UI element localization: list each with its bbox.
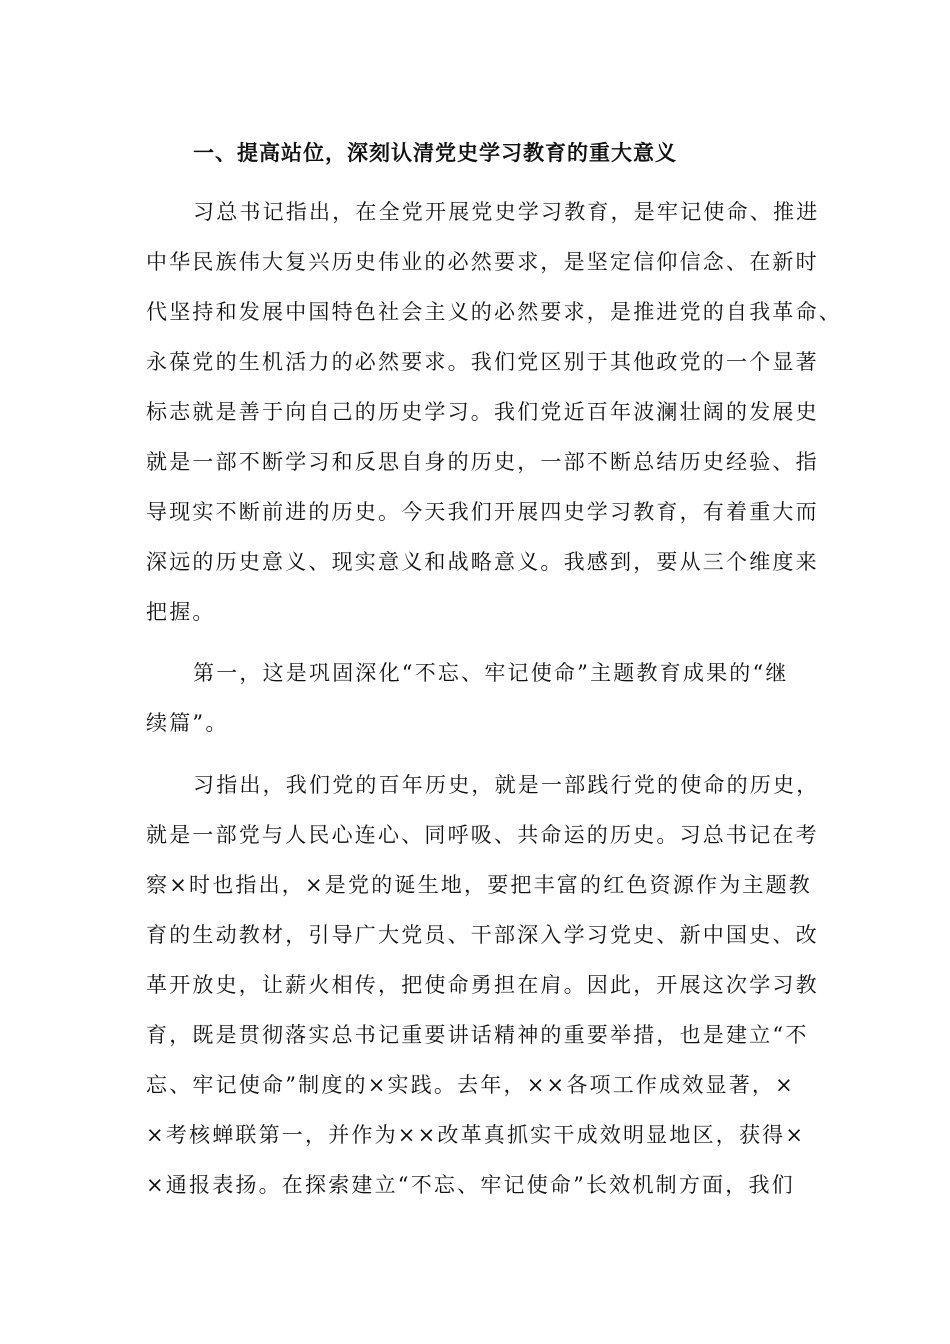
paragraph-1-line-2: 中华民族伟大复兴历史伟业的必然要求，是坚定信仰信念、在新时	[146, 250, 819, 274]
paragraph-3-line-7: 忘、牢记使命”制度的×实践。去年，××各项工作成效显著，×	[146, 1073, 795, 1097]
paragraph-3-line-6: 育，既是贯彻落实总书记重要讲话精神的重要举措，也是建立“不	[146, 1023, 809, 1047]
paragraph-1-line-8: 深远的历史意义、现实意义和战略意义。我感到，要从三个维度来	[146, 550, 819, 574]
paragraph-3-line-9: ×通报表扬。在探索建立“不忘、牢记使命”长效机制方面，我们	[146, 1173, 795, 1197]
section-heading: 一、提高站位，深刻认清党史学习教育的重大意义	[193, 140, 677, 165]
paragraph-2-line-2: 续篇”。	[146, 711, 229, 735]
paragraph-2-line-1: 第一，这是巩固深化“不忘、牢记使命”主题教育成果的“继	[193, 661, 789, 685]
paragraph-1-line-5: 标志就是善于向自己的历史学习。我们党近百年波澜壮阔的发展史	[146, 400, 819, 424]
paragraph-1-line-7: 导现实不断前进的历史。今天我们开展四史学习教育，有着重大而	[146, 500, 819, 524]
paragraph-3-line-4: 育的生动教材，引导广大党员、干部深入学习党史、新中国史、改	[146, 923, 819, 947]
paragraph-1-line-1: 习总书记指出，在全党开展党史学习教育，是牢记使命、推进	[193, 200, 820, 224]
paragraph-3-line-8: ×考核蝉联第一，并作为××改革真抓实干成效明显地区，获得×	[146, 1123, 806, 1147]
paragraph-1-line-3: 代坚持和发展中国特色社会主义的必然要求，是推进党的自我革命、	[146, 300, 842, 324]
paragraph-3-line-1: 习指出，我们党的百年历史，就是一部践行党的使命的历史，	[193, 773, 820, 797]
paragraph-3-line-3: 察×时也指出，×是党的诞生地，要把丰富的红色资源作为主题教	[146, 873, 812, 897]
paragraph-3-line-5: 革开放史，让薪火相传，把使命勇担在肩。因此，开展这次学习教	[146, 973, 819, 997]
paragraph-3-line-2: 就是一部党与人民心连心、同呼吸、共命运的历史。习总书记在考	[146, 823, 819, 847]
paragraph-1-line-6: 就是一部不断学习和反思自身的历史，一部不断总结历史经验、指	[146, 450, 819, 474]
paragraph-1-line-9: 把握。	[146, 600, 216, 624]
paragraph-1-line-4: 永葆党的生机活力的必然要求。我们党区别于其他政党的一个显著	[146, 350, 819, 374]
